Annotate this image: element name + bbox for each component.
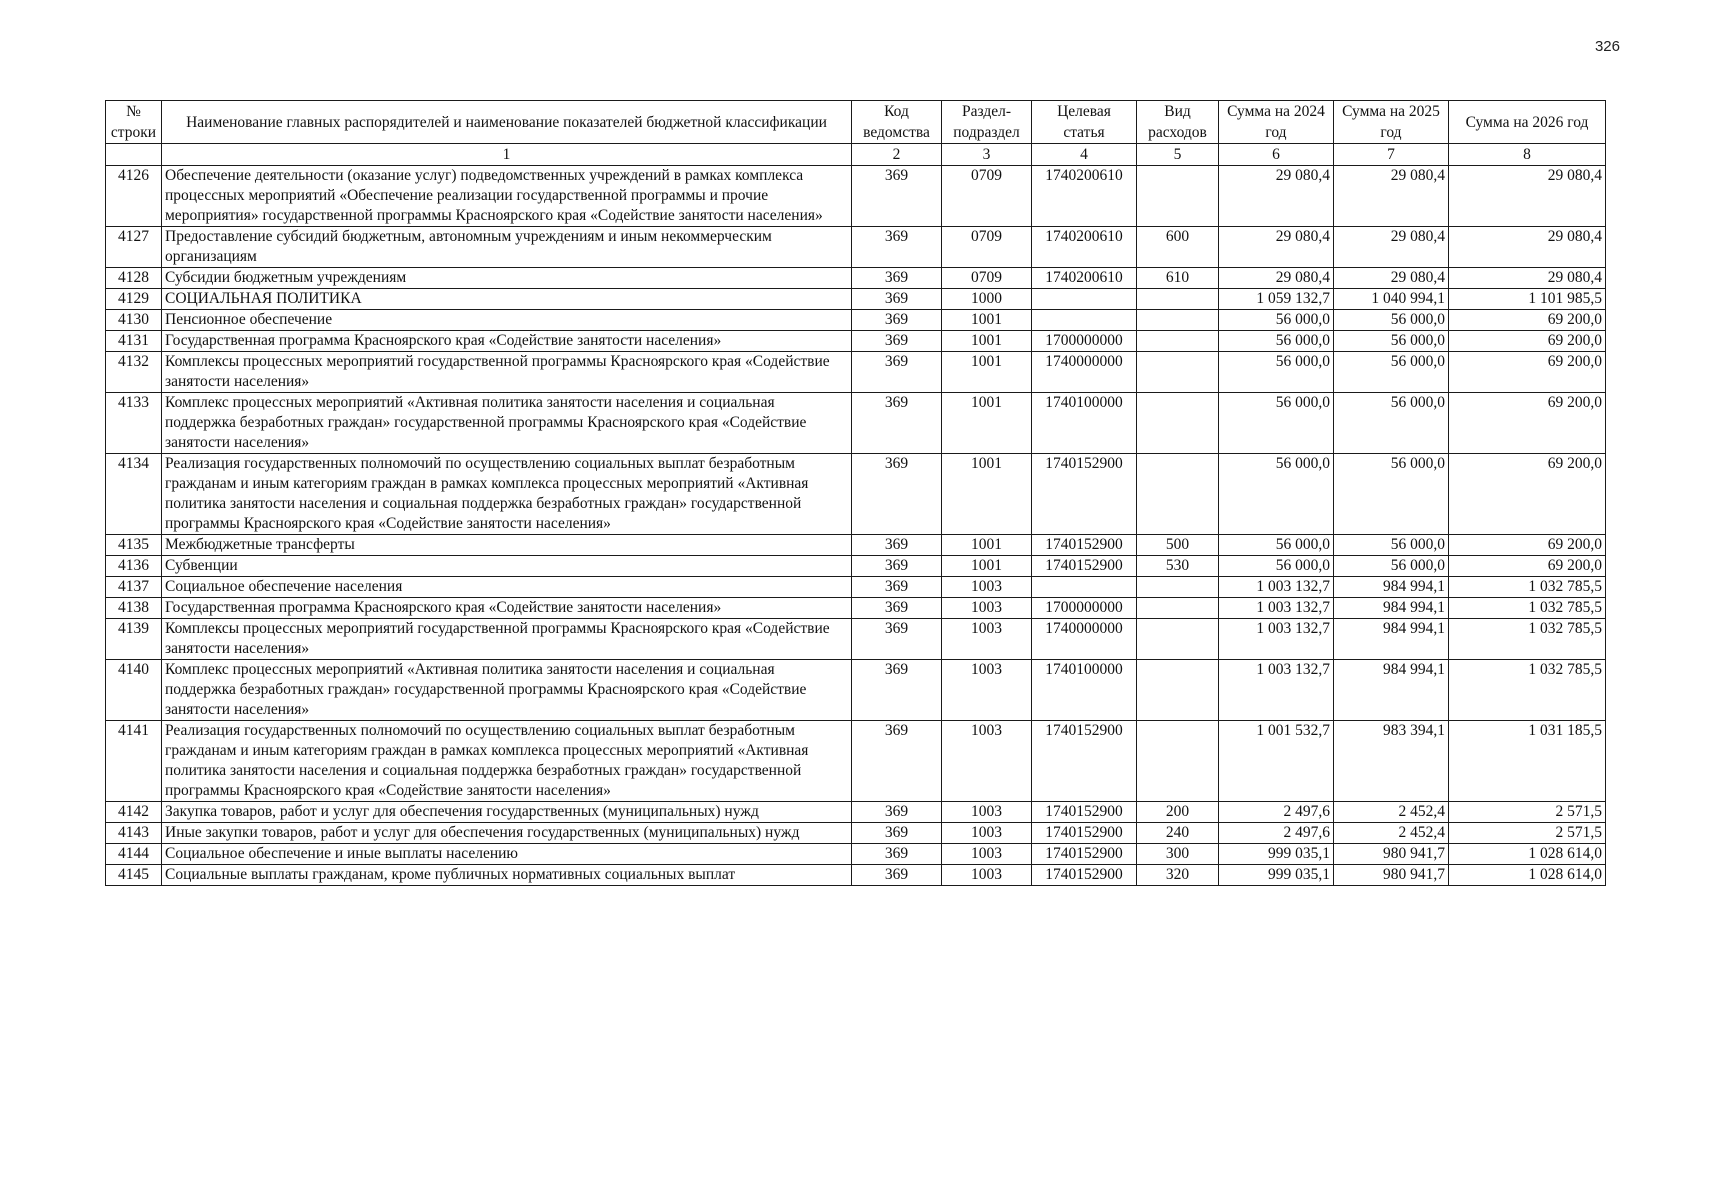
sum-2025-cell: 29 080,4 [1334,268,1449,289]
target-article-cell: 1740152900 [1032,802,1137,823]
section-cell: 1003 [942,660,1032,721]
header-sum-2024: Сумма на 2024 год [1219,101,1334,144]
department-code-cell: 369 [852,393,942,454]
expense-type-cell: 300 [1137,844,1219,865]
header-expense-type: Вид расходов [1137,101,1219,144]
name-cell: Социальные выплаты гражданам, кроме публичных нормативных социальных выплат [162,865,852,886]
table-row [106,865,1606,886]
name-cell: Пенсионное обеспечение [162,310,852,331]
name-cell: Предоставление субсидий бюджетным, автономным учреждениям и иным некоммерческим организациям [162,227,852,268]
sum-2026-cell: 1 032 785,5 [1449,598,1606,619]
sum-2026-cell: 29 080,4 [1449,166,1606,227]
row-number-cell: 4139 [106,619,162,660]
sum-2024-cell: 56 000,0 [1219,535,1334,556]
expense-type-cell: 200 [1137,802,1219,823]
section-cell: 1003 [942,865,1032,886]
expense-type-cell [1137,577,1219,598]
sum-2025-cell: 980 941,7 [1334,844,1449,865]
sum-2025-cell: 56 000,0 [1334,331,1449,352]
target-article-cell: 1700000000 [1032,598,1137,619]
sum-2026-cell: 1 032 785,5 [1449,619,1606,660]
header-sum-2026: Сумма на 2026 год [1449,101,1606,144]
column-number: 1 [162,144,852,166]
department-code-cell: 369 [852,660,942,721]
target-article-cell: 1740152900 [1032,454,1137,535]
column-number: 3 [942,144,1032,166]
header-department-code: Код ведомства [852,101,942,144]
table-row [106,844,1606,865]
row-number-cell: 4136 [106,556,162,577]
row-number-cell: 4127 [106,227,162,268]
name-cell: Обеспечение деятельности (оказание услуг) подведомственных учреждений в рамках комплекса процессных мероприятий «Обеспечение реализации государственной программы и прочие мероприятия» государственной программы Красноярского края «Содействие занятости населения» [162,166,852,227]
table-row [106,310,1606,331]
section-cell: 0709 [942,227,1032,268]
column-number: 4 [1032,144,1137,166]
department-code-cell: 369 [852,577,942,598]
name-cell: Государственная программа Красноярского края «Содействие занятости населения» [162,331,852,352]
row-number-cell: 4132 [106,352,162,393]
department-code-cell: 369 [852,454,942,535]
sum-2026-cell: 1 028 614,0 [1449,844,1606,865]
header-target-article: Целевая статья [1032,101,1137,144]
sum-2025-cell: 29 080,4 [1334,227,1449,268]
sum-2024-cell: 29 080,4 [1219,268,1334,289]
sum-2024-cell: 1 059 132,7 [1219,289,1334,310]
sum-2025-cell: 2 452,4 [1334,802,1449,823]
department-code-cell: 369 [852,268,942,289]
sum-2026-cell: 2 571,5 [1449,802,1606,823]
sum-2024-cell: 1 001 532,7 [1219,721,1334,802]
sum-2025-cell: 56 000,0 [1334,535,1449,556]
expense-type-cell [1137,619,1219,660]
expense-type-cell [1137,454,1219,535]
target-article-cell: 1740152900 [1032,721,1137,802]
sum-2025-cell: 2 452,4 [1334,823,1449,844]
sum-2025-cell: 56 000,0 [1334,310,1449,331]
sum-2024-cell: 56 000,0 [1219,393,1334,454]
department-code-cell: 369 [852,227,942,268]
sum-2026-cell: 1 031 185,5 [1449,721,1606,802]
row-number-cell: 4137 [106,577,162,598]
expense-type-cell: 610 [1137,268,1219,289]
column-number-row [106,144,1606,166]
sum-2025-cell: 984 994,1 [1334,598,1449,619]
sum-2026-cell: 29 080,4 [1449,227,1606,268]
section-cell: 1001 [942,331,1032,352]
row-number-cell: 4129 [106,289,162,310]
department-code-cell: 369 [852,721,942,802]
department-code-cell: 369 [852,352,942,393]
sum-2024-cell: 1 003 132,7 [1219,660,1334,721]
header-section: Раздел-подраздел [942,101,1032,144]
section-cell: 1003 [942,577,1032,598]
sum-2026-cell: 2 571,5 [1449,823,1606,844]
name-cell: Социальное обеспечение и иные выплаты населению [162,844,852,865]
name-cell: Реализация государственных полномочий по осуществлению социальных выплат безработным гражданам и иным категориям граждан в рамках комплекса процессных мероприятий «Активная политика занятости населения и социальная поддержка безработных граждан» государственной программы Красноярского края «Содействие занятости населения» [162,454,852,535]
name-cell: Реализация государственных полномочий по осуществлению социальных выплат безработным гражданам и иным категориям граждан в рамках комплекса процессных мероприятий «Активная политика занятости населения и социальная поддержка безработных граждан» государственной программы Красноярского края «Содействие занятости населения» [162,721,852,802]
sum-2024-cell: 29 080,4 [1219,227,1334,268]
table-row [106,802,1606,823]
table-row [106,393,1606,454]
section-cell: 1003 [942,823,1032,844]
name-cell: Комплекс процессных мероприятий «Активная политика занятости населения и социальная поддержка безработных граждан» государственной программы Красноярского края «Содействие занятости населения» [162,660,852,721]
row-number-cell: 4145 [106,865,162,886]
target-article-cell [1032,577,1137,598]
expense-type-cell [1137,721,1219,802]
sum-2025-cell: 984 994,1 [1334,577,1449,598]
sum-2024-cell: 999 035,1 [1219,844,1334,865]
section-cell: 1003 [942,598,1032,619]
header-sum-2025: Сумма на 2025 год [1334,101,1449,144]
table-row [106,352,1606,393]
department-code-cell: 369 [852,619,942,660]
table-row [106,289,1606,310]
row-number-cell: 4128 [106,268,162,289]
name-cell: Субсидии бюджетным учреждениям [162,268,852,289]
table-row [106,577,1606,598]
sum-2026-cell: 69 200,0 [1449,352,1606,393]
budget-table [105,100,1606,886]
department-code-cell: 369 [852,802,942,823]
target-article-cell: 1700000000 [1032,331,1137,352]
sum-2026-cell: 69 200,0 [1449,310,1606,331]
table-row [106,535,1606,556]
sum-2025-cell: 984 994,1 [1334,660,1449,721]
section-cell: 0709 [942,268,1032,289]
name-cell: Комплекс процессных мероприятий «Активная политика занятости населения и социальная поддержка безработных граждан» государственной программы Красноярского края «Содействие занятости населения» [162,393,852,454]
row-number-cell: 4134 [106,454,162,535]
name-cell: Комплексы процессных мероприятий государственной программы Красноярского края «Содействие занятости населения» [162,619,852,660]
expense-type-cell [1137,660,1219,721]
sum-2024-cell: 56 000,0 [1219,454,1334,535]
table-row [106,556,1606,577]
department-code-cell: 369 [852,823,942,844]
sum-2026-cell: 69 200,0 [1449,331,1606,352]
sum-2026-cell: 69 200,0 [1449,454,1606,535]
section-cell: 0709 [942,166,1032,227]
sum-2026-cell: 69 200,0 [1449,556,1606,577]
column-number: 8 [1449,144,1606,166]
target-article-cell: 1740152900 [1032,535,1137,556]
table-row [106,227,1606,268]
column-number [106,144,162,166]
expense-type-cell [1137,352,1219,393]
sum-2025-cell: 984 994,1 [1334,619,1449,660]
header-name: Наименование главных распорядителей и наименование показателей бюджетной классификации [162,101,852,144]
expense-type-cell [1137,166,1219,227]
sum-2026-cell: 29 080,4 [1449,268,1606,289]
header-row-number: № строки [106,101,162,144]
department-code-cell: 369 [852,331,942,352]
target-article-cell: 1740200610 [1032,268,1137,289]
table-row [106,619,1606,660]
column-number: 6 [1219,144,1334,166]
sum-2026-cell: 69 200,0 [1449,393,1606,454]
sum-2026-cell: 1 032 785,5 [1449,577,1606,598]
table-row [106,454,1606,535]
table-row [106,660,1606,721]
row-number-cell: 4131 [106,331,162,352]
target-article-cell: 1740000000 [1032,619,1137,660]
sum-2025-cell: 56 000,0 [1334,556,1449,577]
name-cell: СОЦИАЛЬНАЯ ПОЛИТИКА [162,289,852,310]
department-code-cell: 369 [852,289,942,310]
department-code-cell: 369 [852,865,942,886]
row-number-cell: 4142 [106,802,162,823]
table-body [106,166,1606,886]
row-number-cell: 4138 [106,598,162,619]
row-number-cell: 4135 [106,535,162,556]
table-row [106,598,1606,619]
expense-type-cell [1137,289,1219,310]
row-number-cell: 4144 [106,844,162,865]
section-cell: 1003 [942,721,1032,802]
name-cell: Комплексы процессных мероприятий государственной программы Красноярского края «Содействие занятости населения» [162,352,852,393]
sum-2024-cell: 999 035,1 [1219,865,1334,886]
row-number-cell: 4126 [106,166,162,227]
department-code-cell: 369 [852,844,942,865]
row-number-cell: 4130 [106,310,162,331]
section-cell: 1001 [942,535,1032,556]
name-cell: Социальное обеспечение населения [162,577,852,598]
table-row [106,166,1606,227]
header-row [106,101,1606,144]
sum-2024-cell: 2 497,6 [1219,802,1334,823]
sum-2025-cell: 1 040 994,1 [1334,289,1449,310]
table-row [106,268,1606,289]
target-article-cell [1032,310,1137,331]
sum-2025-cell: 56 000,0 [1334,393,1449,454]
expense-type-cell [1137,310,1219,331]
expense-type-cell [1137,598,1219,619]
department-code-cell: 369 [852,556,942,577]
section-cell: 1000 [942,289,1032,310]
section-cell: 1003 [942,802,1032,823]
expense-type-cell: 530 [1137,556,1219,577]
target-article-cell [1032,289,1137,310]
sum-2024-cell: 2 497,6 [1219,823,1334,844]
sum-2024-cell: 1 003 132,7 [1219,598,1334,619]
section-cell: 1003 [942,844,1032,865]
sum-2025-cell: 56 000,0 [1334,454,1449,535]
expense-type-cell [1137,331,1219,352]
expense-type-cell: 600 [1137,227,1219,268]
expense-type-cell [1137,393,1219,454]
table-row [106,721,1606,802]
sum-2024-cell: 56 000,0 [1219,352,1334,393]
name-cell: Государственная программа Красноярского края «Содействие занятости населения» [162,598,852,619]
sum-2024-cell: 29 080,4 [1219,166,1334,227]
section-cell: 1001 [942,556,1032,577]
row-number-cell: 4140 [106,660,162,721]
target-article-cell: 1740152900 [1032,865,1137,886]
section-cell: 1001 [942,352,1032,393]
sum-2024-cell: 56 000,0 [1219,556,1334,577]
department-code-cell: 369 [852,310,942,331]
row-number-cell: 4133 [106,393,162,454]
target-article-cell: 1740100000 [1032,660,1137,721]
sum-2024-cell: 1 003 132,7 [1219,577,1334,598]
name-cell: Межбюджетные трансферты [162,535,852,556]
section-cell: 1001 [942,454,1032,535]
column-number: 5 [1137,144,1219,166]
department-code-cell: 369 [852,598,942,619]
expense-type-cell: 320 [1137,865,1219,886]
name-cell: Иные закупки товаров, работ и услуг для обеспечения государственных (муниципальных) нужд [162,823,852,844]
section-cell: 1001 [942,310,1032,331]
column-number: 2 [852,144,942,166]
target-article-cell: 1740200610 [1032,166,1137,227]
sum-2026-cell: 1 101 985,5 [1449,289,1606,310]
department-code-cell: 369 [852,535,942,556]
sum-2026-cell: 1 028 614,0 [1449,865,1606,886]
sum-2025-cell: 983 394,1 [1334,721,1449,802]
column-number: 7 [1334,144,1449,166]
department-code-cell: 369 [852,166,942,227]
table-row [106,823,1606,844]
sum-2025-cell: 980 941,7 [1334,865,1449,886]
sum-2025-cell: 29 080,4 [1334,166,1449,227]
page-number: 326 [1594,38,1620,55]
expense-type-cell: 500 [1137,535,1219,556]
table-row [106,331,1606,352]
target-article-cell: 1740100000 [1032,393,1137,454]
target-article-cell: 1740000000 [1032,352,1137,393]
row-number-cell: 4143 [106,823,162,844]
expense-type-cell: 240 [1137,823,1219,844]
section-cell: 1001 [942,393,1032,454]
row-number-cell: 4141 [106,721,162,802]
target-article-cell: 1740152900 [1032,844,1137,865]
section-cell: 1003 [942,619,1032,660]
name-cell: Закупка товаров, работ и услуг для обеспечения государственных (муниципальных) нужд [162,802,852,823]
sum-2024-cell: 56 000,0 [1219,310,1334,331]
sum-2026-cell: 69 200,0 [1449,535,1606,556]
sum-2024-cell: 56 000,0 [1219,331,1334,352]
target-article-cell: 1740200610 [1032,227,1137,268]
target-article-cell: 1740152900 [1032,823,1137,844]
sum-2024-cell: 1 003 132,7 [1219,619,1334,660]
target-article-cell: 1740152900 [1032,556,1137,577]
sum-2026-cell: 1 032 785,5 [1449,660,1606,721]
name-cell: Субвенции [162,556,852,577]
sum-2025-cell: 56 000,0 [1334,352,1449,393]
